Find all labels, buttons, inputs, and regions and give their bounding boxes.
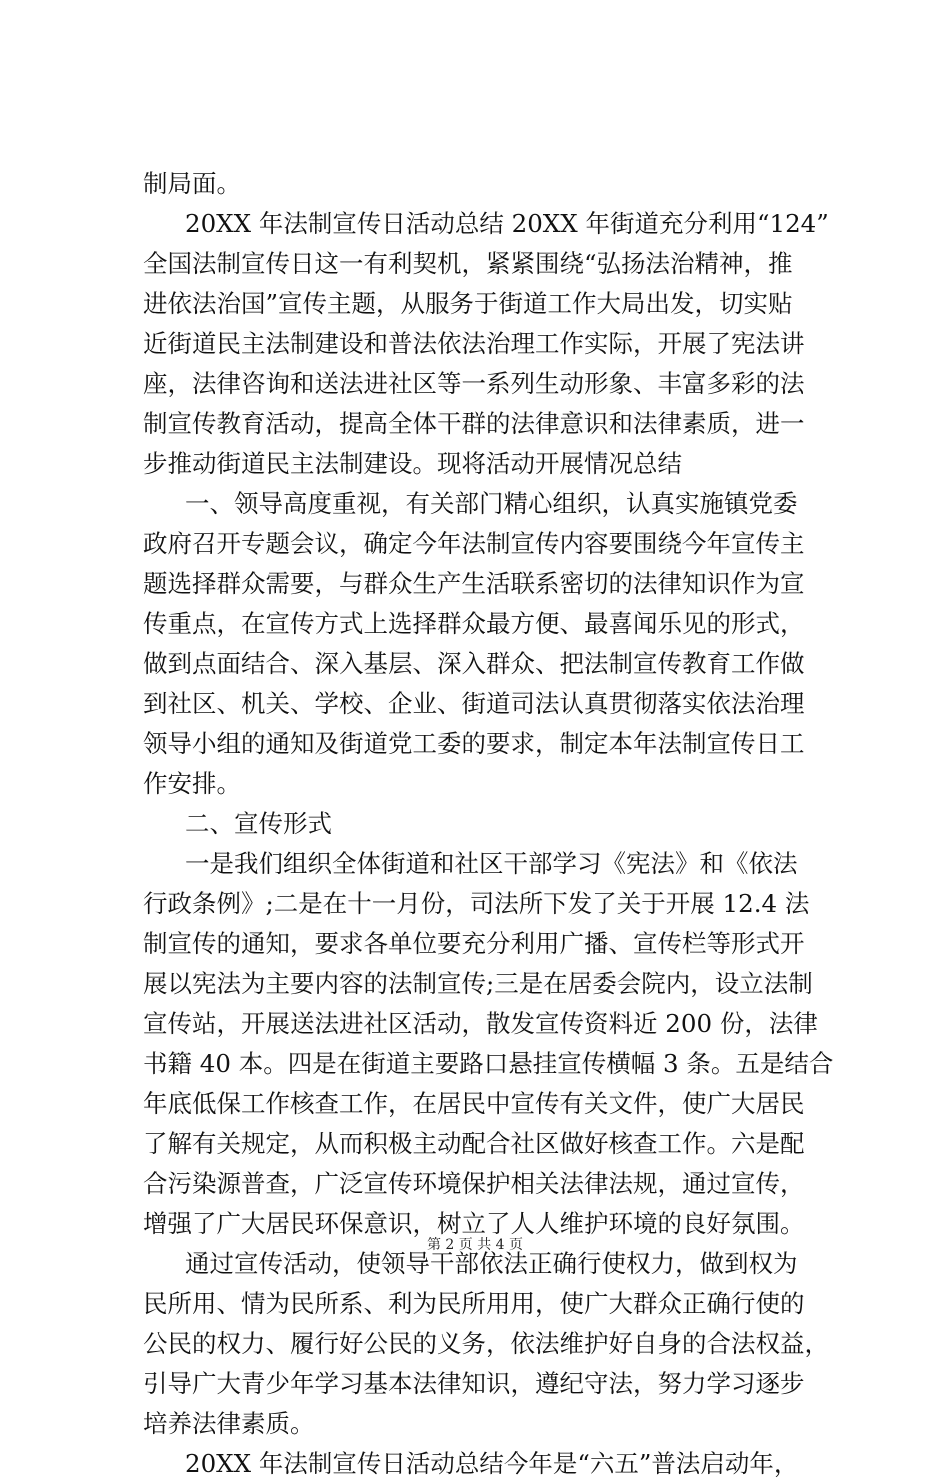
- text-line: 书籍 40 本。四是在街道主要路口悬挂宣传横幅 3 条。五是结合: [143, 1049, 834, 1078]
- text-line: 传重点，在宣传方式上选择群众最方便、最喜闻乐见的形式，: [143, 609, 805, 638]
- text-line: 行政条例》;二是在十一月份，司法所下发了关于开展 12.4 法: [143, 889, 810, 918]
- text-line: 制局面。: [143, 169, 241, 198]
- text-line: 20XX 年法制宣传日活动总结今年是“六五”普法启动年，: [185, 1449, 799, 1478]
- page-footer: 第 2 页 共 4 页: [426, 1237, 524, 1253]
- text-line: 20XX 年法制宣传日活动总结 20XX 年街道充分利用“124”: [185, 209, 829, 238]
- text-line: 领导小组的通知及街道党工委的要求，制定本年法制宣传日工: [143, 729, 805, 758]
- text-line: 了解有关规定，从而积极主动配合社区做好核查工作。六是配: [143, 1129, 805, 1158]
- text-line: 一、领导高度重视，有关部门精心组织，认真实施镇党委: [185, 489, 798, 518]
- text-line: 公民的权力、履行好公民的义务，依法维护好自身的合法权益，: [143, 1329, 829, 1358]
- text-line: 一是我们组织全体街道和社区干部学习《宪法》和《依法: [185, 849, 798, 878]
- text-line: 年底低保工作核查工作，在居民中宣传有关文件，使广大居民: [143, 1089, 805, 1118]
- text-line: 引导广大青少年学习基本法律知识，遵纪守法，努力学习逐步: [143, 1369, 805, 1398]
- text-line: 政府召开专题会议，确定今年法制宣传内容要围绕今年宣传主: [143, 529, 805, 558]
- text-line: 宣传站，开展送法进社区活动，散发宣传资料近 200 份，法律: [143, 1009, 818, 1038]
- text-line: 进依法治国”宣传主题，从服务于街道工作大局出发，切实贴: [143, 289, 793, 318]
- text-line: 到社区、机关、学校、企业、街道司法认真贯彻落实依法治理: [143, 689, 805, 718]
- text-line: 题选择群众需要，与群众生产生活联系密切的法律知识作为宣: [143, 569, 805, 598]
- text-line: 全国法制宣传日这一有利契机，紧紧围绕“弘扬法治精神，推: [143, 249, 793, 278]
- document-body: [143, 164, 833, 1484]
- text-line: 制宣传的通知，要求各单位要充分利用广播、宣传栏等形式开: [143, 929, 805, 958]
- text-line: 合污染源普查，广泛宣传环境保护相关法律法规，通过宣传，: [143, 1169, 805, 1198]
- text-line: 展以宪法为主要内容的法制宣传;三是在居委会院内，设立法制: [143, 969, 813, 998]
- text-line: 二、宣传形式: [185, 809, 332, 838]
- text-line: 近街道民主法制建设和普法依法治理工作实际，开展了宪法讲: [143, 329, 805, 358]
- text-line: 步推动街道民主法制建设。现将活动开展情况总结: [143, 449, 682, 478]
- text-line: 增强了广大居民环保意识，树立了人人维护环境的良好氛围。: [143, 1209, 805, 1238]
- text-line: 制宣传教育活动，提高全体干群的法律意识和法律素质，进一: [143, 409, 805, 438]
- text-line: 做到点面结合、深入基层、深入群众、把法制宣传教育工作做: [143, 649, 805, 678]
- text-line: 通过宣传活动，使领导干部依法正确行使权力，做到权为: [185, 1249, 798, 1278]
- text-line: 民所用、情为民所系、利为民所用用，使广大群众正确行使的: [143, 1289, 805, 1318]
- text-line: 作安排。: [143, 769, 241, 798]
- text-line: 培养法律素质。: [143, 1409, 315, 1438]
- text-line: 座，法律咨询和送法进社区等一系列生动形象、丰富多彩的法: [143, 369, 805, 398]
